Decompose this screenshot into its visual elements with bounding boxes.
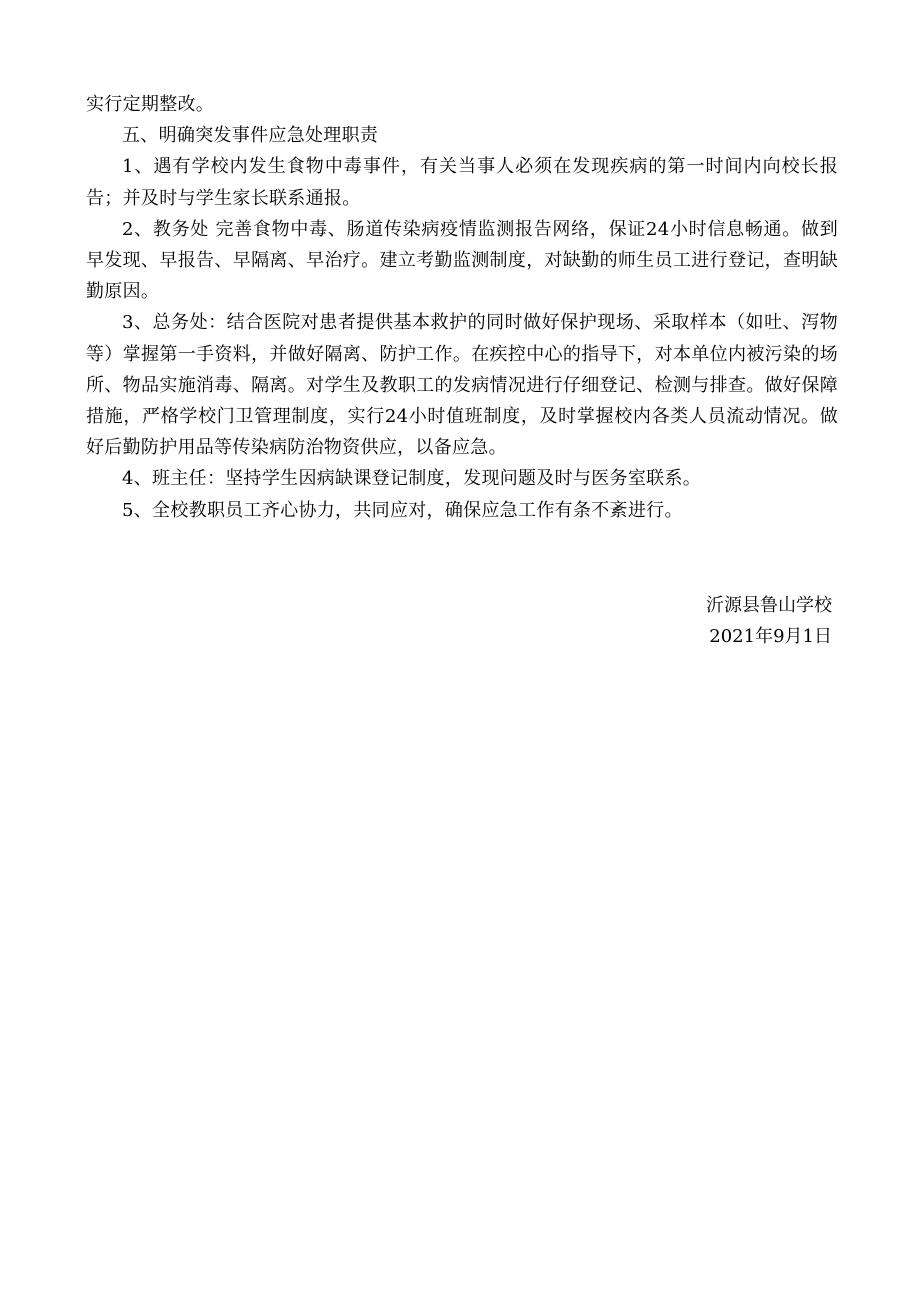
section-heading: 五、明确突发事件应急处理职责 xyxy=(122,125,379,147)
signature-block xyxy=(706,590,832,652)
paragraph-item-4: 4、班主任：坚持学生因病缺课登记制度，发现问题及时与医务室联系。 xyxy=(122,468,702,490)
paragraph-item-2: 2、教务处 完善食物中毒、肠道传染病疫情监测报告网络，保证24小时信息畅通。做到早发现、早报告、早隔离、早治疗。建立考勤监测制度，对缺勤的师生员工进行登记，查明缺勤原因。 xyxy=(86,218,838,303)
document-body xyxy=(86,89,838,526)
paragraph-continuation: 实行定期整改。 xyxy=(86,94,215,115)
paragraph-item-3: 3、总务处：结合医院对患者提供基本救护的同时做好保护现场、采取样本（如吐、泻物等）掌握第一手资料，并做好隔离、防护工作。在疾控中心的指导下，对本单位内被污染的场所、物品实施消毒、隔离。对学生及教职工的发病情况进行仔细登记、检测与排查。做好保障措施，严格学校门卫管理制度，实行24小时值班制度，及时掌握校内各类人员流动情况。做好后勤防护用品等传染病防治物资供应，以备应急。 xyxy=(86,312,838,459)
paragraph-item-1: 1、遇有学校内发生食物中毒事件，有关当事人必须在发现疾病的第一时间内向校长报告；并及时与学生家长联系通报。 xyxy=(86,156,838,209)
signature-date: 2021年9月1日 xyxy=(709,626,832,647)
signature-organization: 沂源县鲁山学校 xyxy=(706,595,832,616)
paragraph-item-5: 5、全校教职员工齐心协力，共同应对，确保应急工作有条不紊进行。 xyxy=(122,499,683,521)
